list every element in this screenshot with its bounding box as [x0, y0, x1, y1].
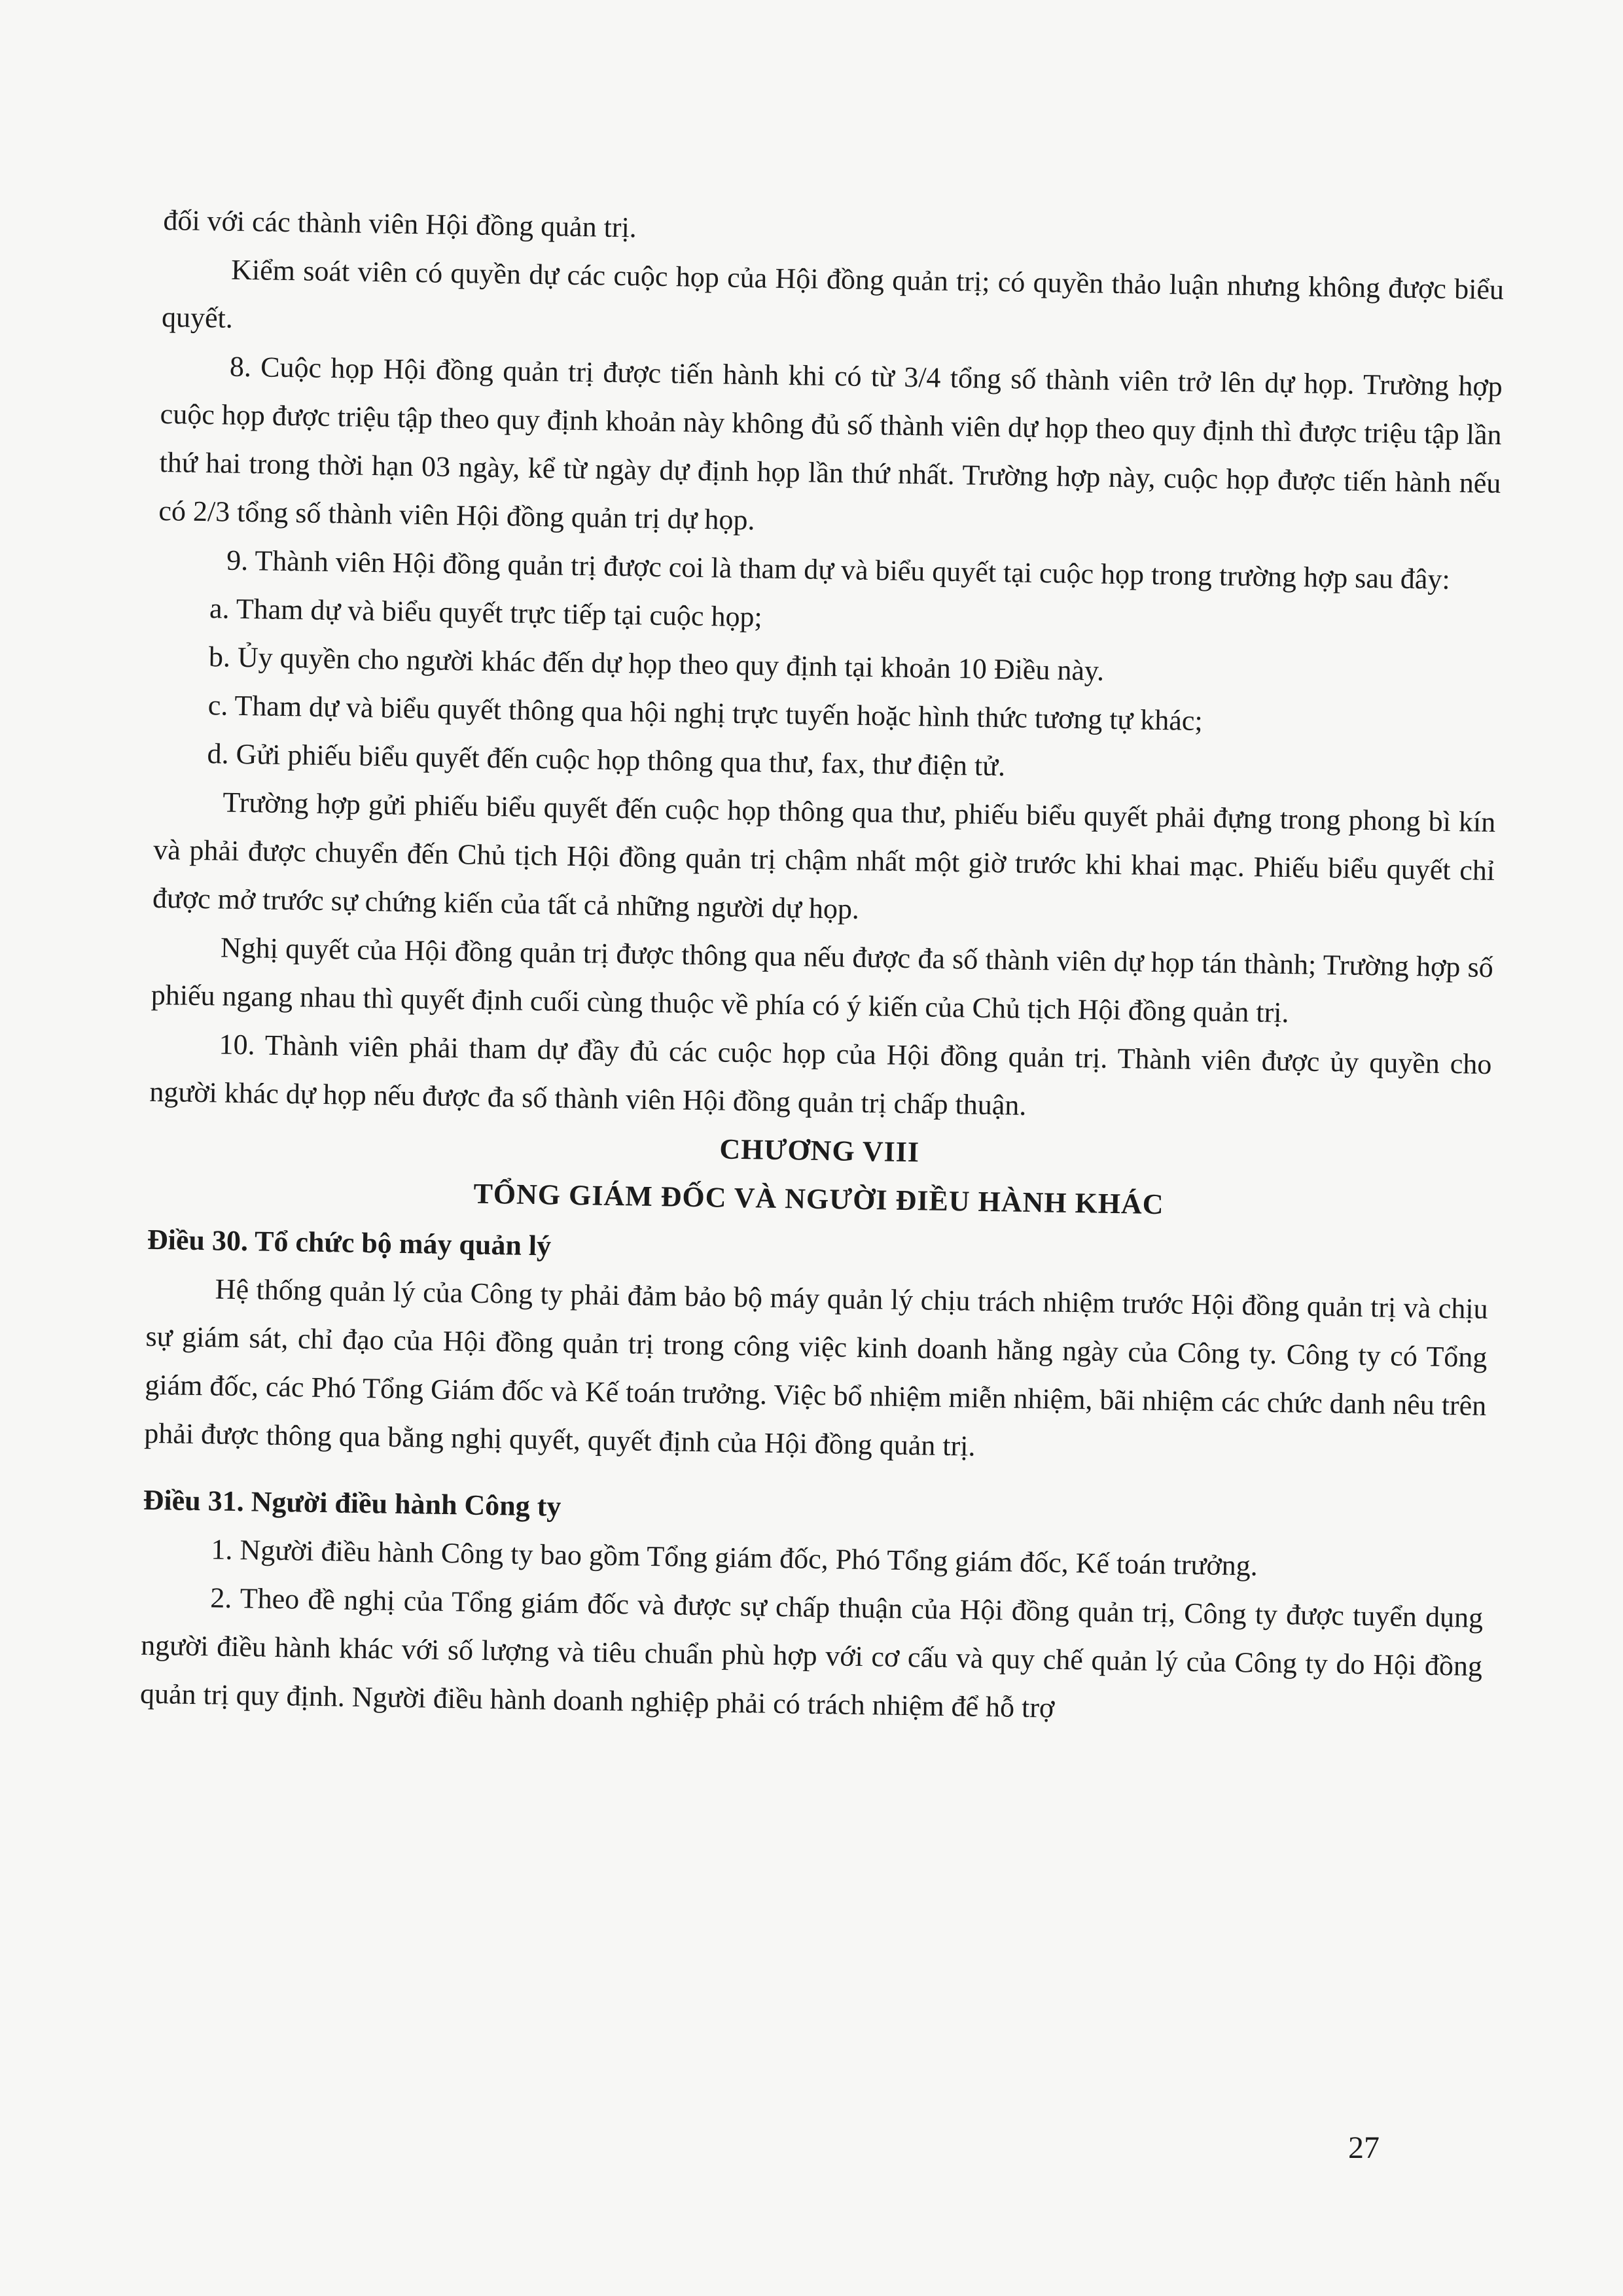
chapter-title: TỔNG GIÁM ĐỐC VÀ NGƯỜI ĐIỀU HÀNH KHÁC: [473, 1177, 1164, 1221]
article-30-heading: Điều 30. Tổ chức bộ máy quản lý: [147, 1223, 552, 1262]
article-31-item-1: 1. Người điều hành Công ty bao gồm Tổng giám đốc, Phó Tổng giám đốc, Kế toán trưởng.: [211, 1533, 1258, 1582]
paragraph-continuation: đối với các thành viên Hội đồng quản trị.: [163, 203, 637, 244]
article-31-heading: Điều 31. Người điều hành Công ty: [143, 1483, 562, 1523]
article-30-body: Hệ thống quản lý của Công ty phải đảm bảo bộ máy quản lý chịu trách nhiệm trước Hội đồng quản trị và chịu sự giám sát, chỉ đạo của Hội đồng quản trị trong công việc kinh doanh hằng ngày của Công ty. Công ty có Tổng giám đốc, các Phó Tổng Giám đốc và Kế toán trưởng. Việc bổ nhiệm miễn nhiệm, bãi nhiệm các chức danh nêu trên phải được thông qua bằng nghị quyết, quyết định của Hội đồng quản trị.: [143, 1273, 1488, 1462]
clause-8: 8. Cuộc họp Hội đồng quản trị được tiến hành khi có từ 3/4 tổng số thành viên trở lên dự họp. Trường hợp cuộc họp được triệu tập theo quy định khoản này không đủ số thành viên dự họp theo quy định thì được triệu tập lần thứ hai trong thời hạn 03 ngày, kể từ ngày dự định họp lần thứ nhất. Trường hợp này, cuộc họp được tiến hành nếu có 2/3 tổng số thành viên Hội đồng quản trị dự họp.: [158, 350, 1503, 537]
clause-9-item-a: a. Tham dự và biểu quyết trực tiếp tại cuộc họp;: [209, 592, 763, 633]
chapter-number: CHƯƠNG VIII: [719, 1133, 920, 1169]
paragraph-supervisor-rights: Kiểm soát viên có quyền dự các cuộc họp của Hội đồng quản trị; có quyền thảo luận nhưng không được biểu quyết.: [161, 253, 1505, 334]
article-31-item-2: 2. Theo đề nghị của Tổng giám đốc và được sự chấp thuận của Hội đồng quản trị, Công ty được tuyển dụng người điều hành khác với số lượng và tiêu chuẩn phù hợp với cơ cấu và quy chế quản lý của Công ty do Hội đồng quản trị quy định. Người điều hành doanh nghiệp phải có trách nhiệm để hỗ trợ: [139, 1581, 1484, 1724]
page-number: 27: [1348, 2130, 1380, 2165]
clause-9-item-b: b. Ủy quyền cho người khác đến dự họp theo quy định tại khoản 10 Điều này.: [208, 641, 1105, 687]
paragraph-resolution: Nghị quyết của Hội đồng quản trị được thông qua nếu được đa số thành viên dự họp tán thành; Trường hợp số phiếu ngang nhau thì quyết định cuối cùng thuộc về phía có ý kiến của Chủ tịch Hội đồng quản trị.: [151, 931, 1494, 1029]
clause-9-item-d: d. Gửi phiếu biểu quyết đến cuộc họp thông qua thư, fax, thư điện tử.: [207, 737, 1006, 783]
clause-9-item-c: c. Tham dự và biểu quyết thông qua hội nghị trực tuyến hoặc hình thức tương tự khác;: [207, 689, 1204, 737]
clause-9: 9. Thành viên Hội đồng quản trị được coi là tham dự và biểu quyết tại cuộc họp trong trường hợp sau đây:: [226, 544, 1451, 595]
paragraph-mail-voting: Trường hợp gửi phiếu biểu quyết đến cuộc họp thông qua thư, phiếu biểu quyết phải đựng trong phong bì kín và phải được chuyển đến Chủ tịch Hội đồng quản trị chậm nhất một giờ trước khi khai mạc. Phiếu biểu quyết chỉ được mở trước sự chứng kiến của tất cả những người dự họp.: [152, 786, 1496, 925]
page-body: [139, 196, 1505, 1739]
clause-10: 10. Thành viên phải tham dự đầy đủ các cuộc họp của Hội đồng quản trị. Thành viên được ủy quyền cho người khác dự họp nếu được đa số thành viên Hội đồng quản trị chấp thuận.: [149, 1028, 1492, 1122]
